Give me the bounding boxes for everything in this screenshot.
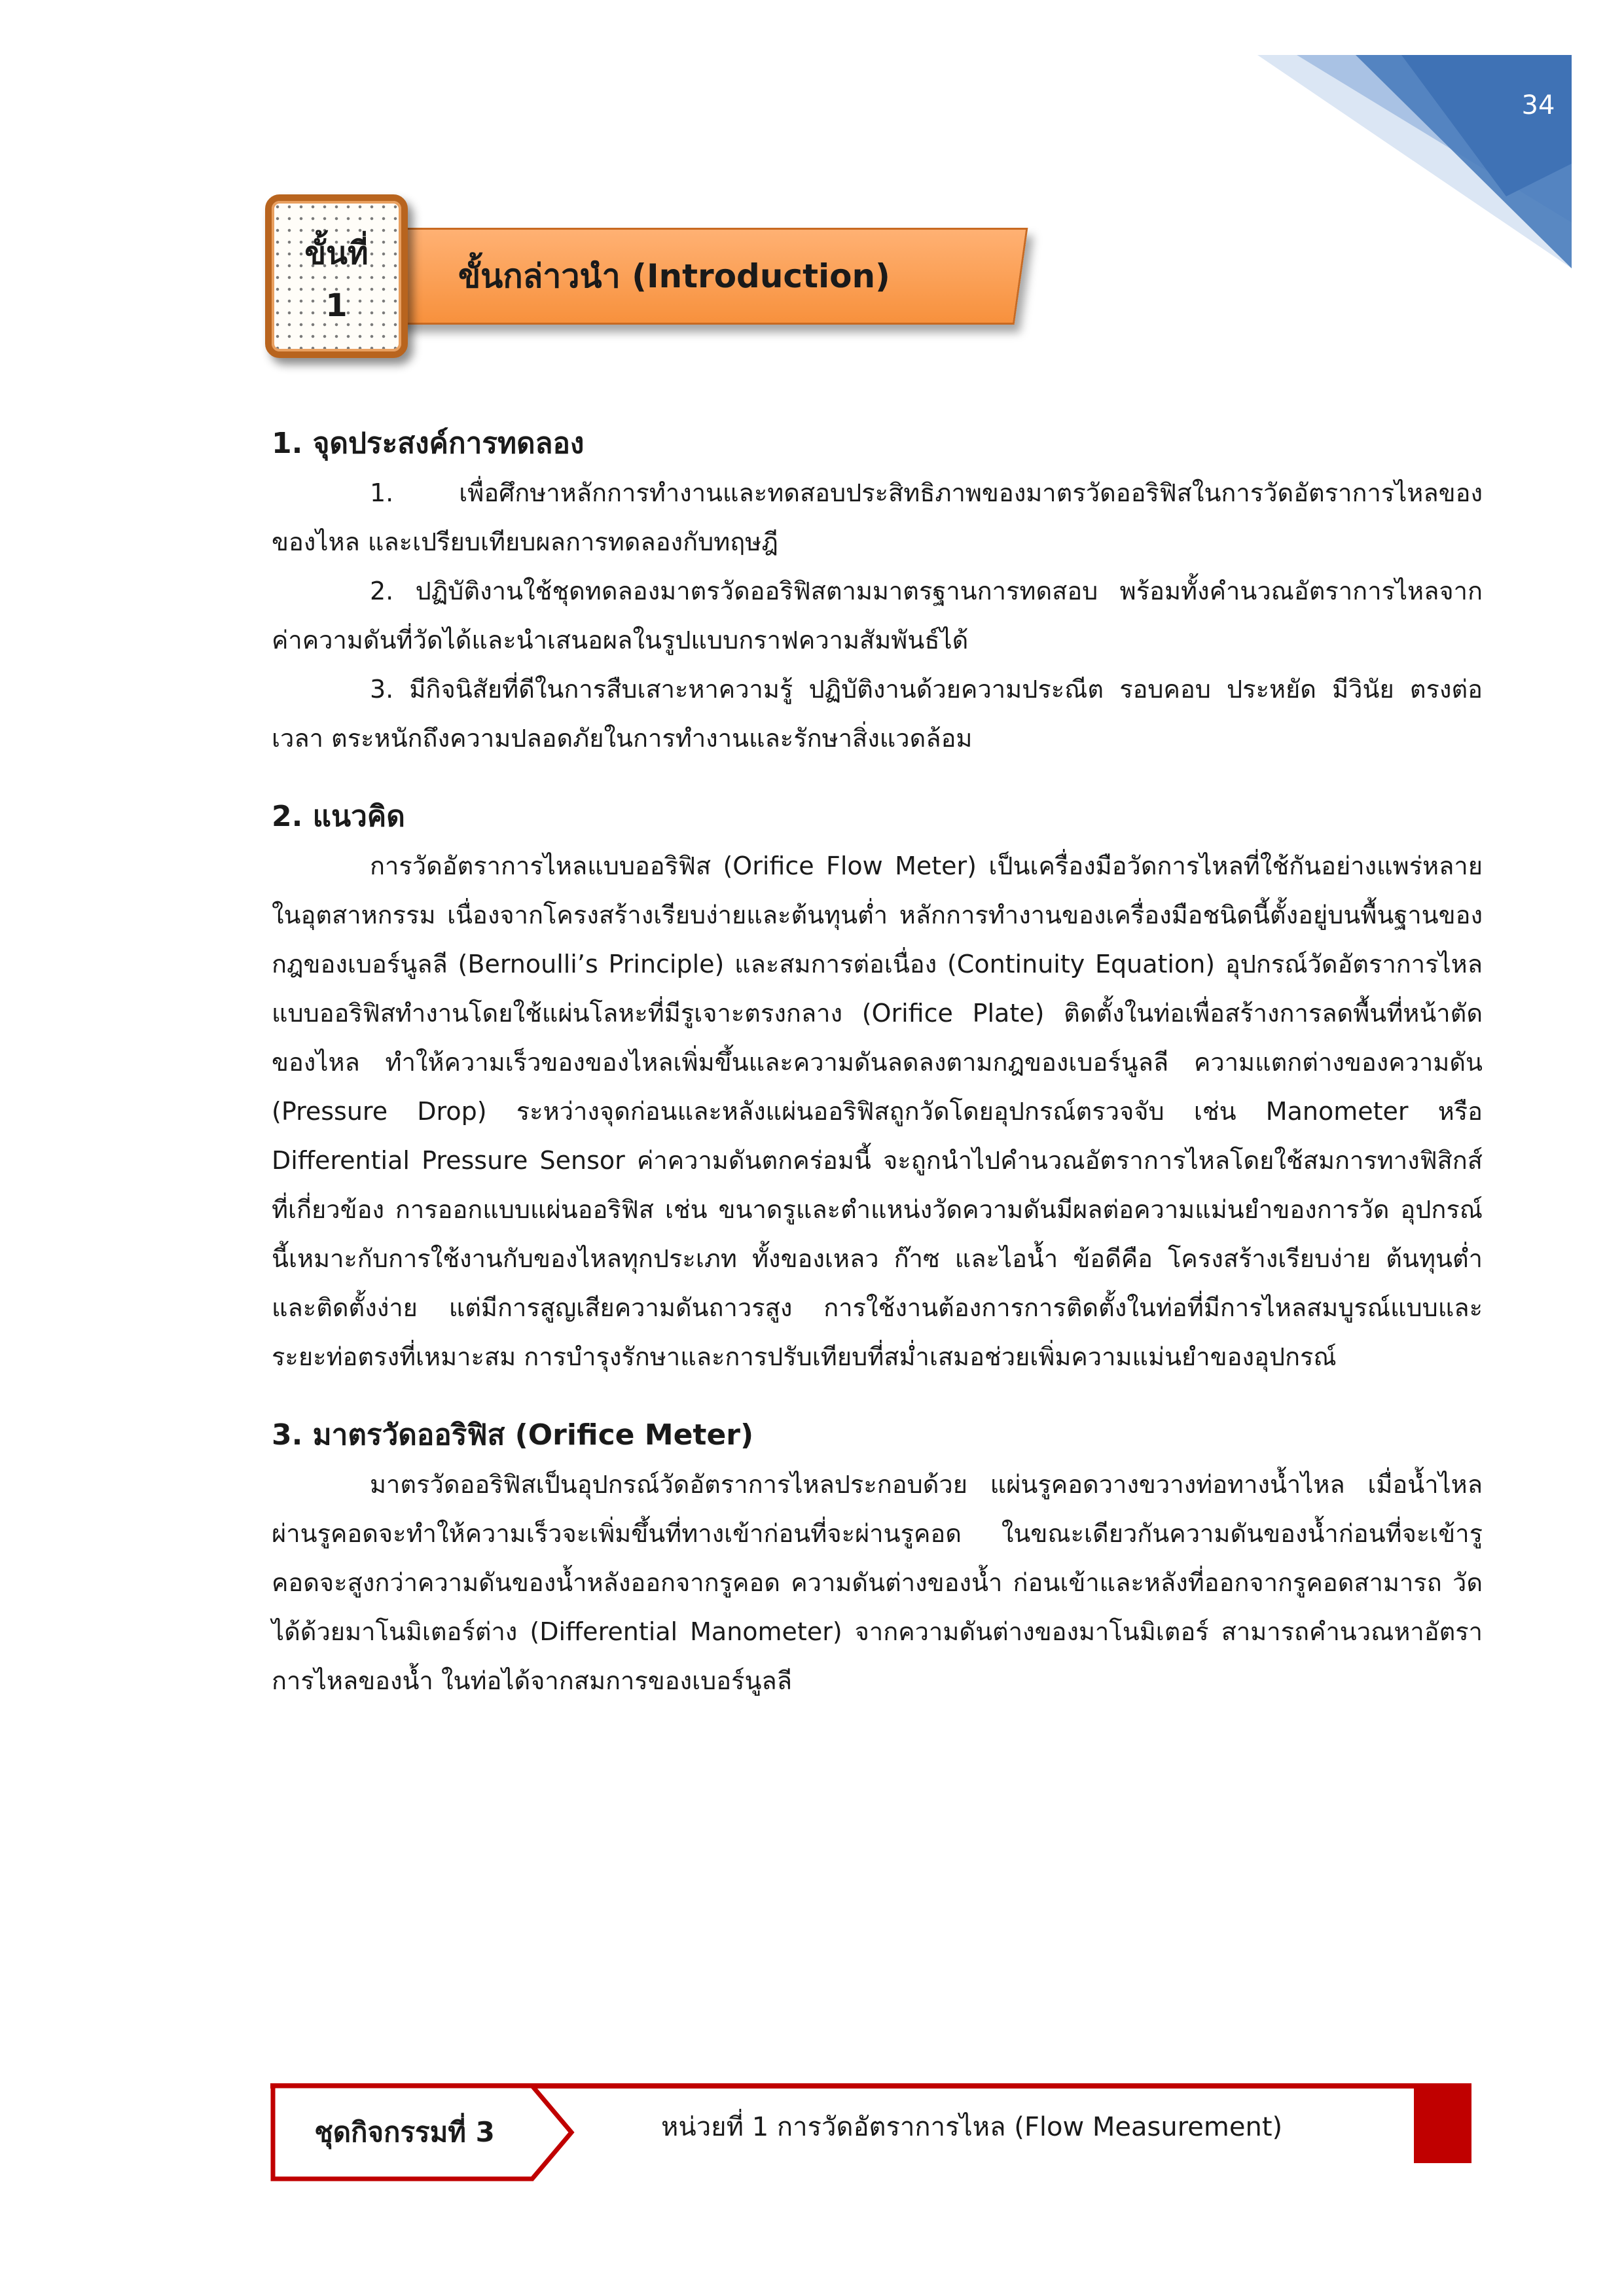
page-content: [272, 419, 1483, 1734]
step-title: ขั้นกล่าวนำ (Introduction): [458, 257, 890, 295]
objective-item: 3. มีกิจนิสัยที่ดีในการสืบเสาะหาความรู้ ปฏิบัติงานด้วยความประณีต รอบคอบ ประหยัด มีวินัย ตรงต่อเวลา ตระหนักถึงความปลอดภัยในการทำงานและรักษาสิ่งแวดล้อม: [272, 675, 1483, 753]
page-number: 34: [1521, 90, 1555, 120]
section-orifice-meter: [272, 1410, 1483, 1706]
footer-activity-box: [270, 2083, 578, 2181]
objective-item: 2. ปฏิบัติงานใช้ชุดทดลองมาตรวัดออริฟิสตามมาตรฐานการทดสอบ พร้อมทั้งคำนวณอัตราการไหลจากค่าความดันที่วัดได้และนำเสนอผลในรูปแบบกราฟความสัมพันธ์ได้: [272, 577, 1483, 655]
step-badge: [265, 194, 408, 358]
step-badge-label: ขั้นที่: [304, 235, 369, 272]
section-heading: 3. มาตรวัดออริฟิส (Orifice Meter): [272, 1418, 754, 1452]
corner-decoration: [1257, 0, 1624, 275]
section-objectives: [272, 419, 1483, 763]
section-heading: 1. จุดประสงค์การทดลอง: [272, 427, 585, 460]
footer-unit-label: หน่วยที่ 1 การวัดอัตราการไหล (Flow Measurement): [661, 2112, 1283, 2142]
footer-tab: [1414, 2083, 1471, 2163]
step-badge-number: 1: [325, 287, 348, 324]
footer-activity-label: ชุดกิจกรรมที่ 3: [314, 2116, 495, 2148]
section-heading: 2. แนวคิด: [272, 800, 405, 833]
section-concept: [272, 792, 1483, 1382]
objective-item: 1. เพื่อศึกษาหลักการทำงานและทดสอบประสิทธิภาพของมาตรวัดออริฟิสในการวัดอัตราการไหลของของไหล และเปรียบเทียบผลการทดลองกับทฤษฎี: [272, 478, 1483, 556]
concept-paragraph: การวัดอัตราการไหลแบบออริฟิส (Orifice Flow Meter) เป็นเครื่องมือวัดการไหลที่ใช้กันอย่างแพร่หลายในอุตสาหกรรม เนื่องจากโครงสร้างเรียบง่ายและต้นทุนต่ำ หลักการทำงานของเครื่องมือชนิดนี้ตั้งอยู่บนพื้นฐานของ กฎของเบอร์นูลลี (Bernoulli’s Principle) และสมการต่อเนื่อง (Continuity Equation) อุปกรณ์วัดอัตราการไหลแบบออริฟิสทำงานโดยใช้แผ่นโลหะที่มีรูเจาะตรงกลาง (Orifice Plate) ติดตั้งในท่อเพื่อสร้างการลดพื้นที่หน้าตัดของไหล ทำให้ความเร็วของของไหลเพิ่มขึ้นและความดันลดลงตามกฎของเบอร์นูลลี ความแตกต่างของความดัน (Pressure Drop) ระหว่างจุดก่อนและหลังแผ่นออริฟิสถูกวัดโดยอุปกรณ์ตรวจจับ เช่น Manometer หรือ Differential Pressure Sensor ค่าความดันตกคร่อมนี้ จะถูกนำไปคำนวณอัตราการไหลโดยใช้สมการทางฟิสิกส์ที่เกี่ยวข้อง การออกแบบแผ่นออริฟิส เช่น ขนาดรูและตำแหน่งวัดความดันมีผลต่อความแม่นยำของการวัด อุปกรณ์นี้เหมาะกับการใช้งานกับของไหลทุกประเภท ทั้งของเหลว ก๊าซ และไอน้ำ ข้อดีคือ โครงสร้างเรียบง่าย ต้นทุนต่ำ และติดตั้งง่าย แต่มีการสูญเสียความดันถาวรสูง การใช้งานต้องการการติดตั้งในท่อที่มีการไหลสมบูรณ์แบบและระยะท่อตรงที่เหมาะสม การบำรุงรักษาและการปรับเทียบที่สม่ำเสมอช่วยเพิ่มความแม่นยำของอุปกรณ์: [272, 852, 1483, 1371]
orifice-paragraph: มาตรวัดออริฟิสเป็นอุปกรณ์วัดอัตราการไหลประกอบด้วย แผ่นรูคอดวางขวางท่อทางน้ำไหล เมื่อน้ำไหลผ่านรูคอดจะทำให้ความเร็วจะเพิ่มขึ้นที่ทางเข้าก่อนที่จะผ่านรูคอด ในขณะเดียวกันความดันของน้ำก่อนที่จะเข้ารูคอดจะสูงกว่าความดันของน้ำหลังออกจากรูคอด ความดันต่างของน้ำ ก่อนเข้าและหลังที่ออกจากรูคอดสามารถ วัดได้ด้วยมาโนมิเตอร์ต่าง (Differential Manometer) จากความดันต่างของมาโนมิเตอร์ สามารถคำนวณหาอัตราการไหลของน้ำ ในท่อได้จากสมการของเบอร์นูลลี: [272, 1470, 1483, 1695]
